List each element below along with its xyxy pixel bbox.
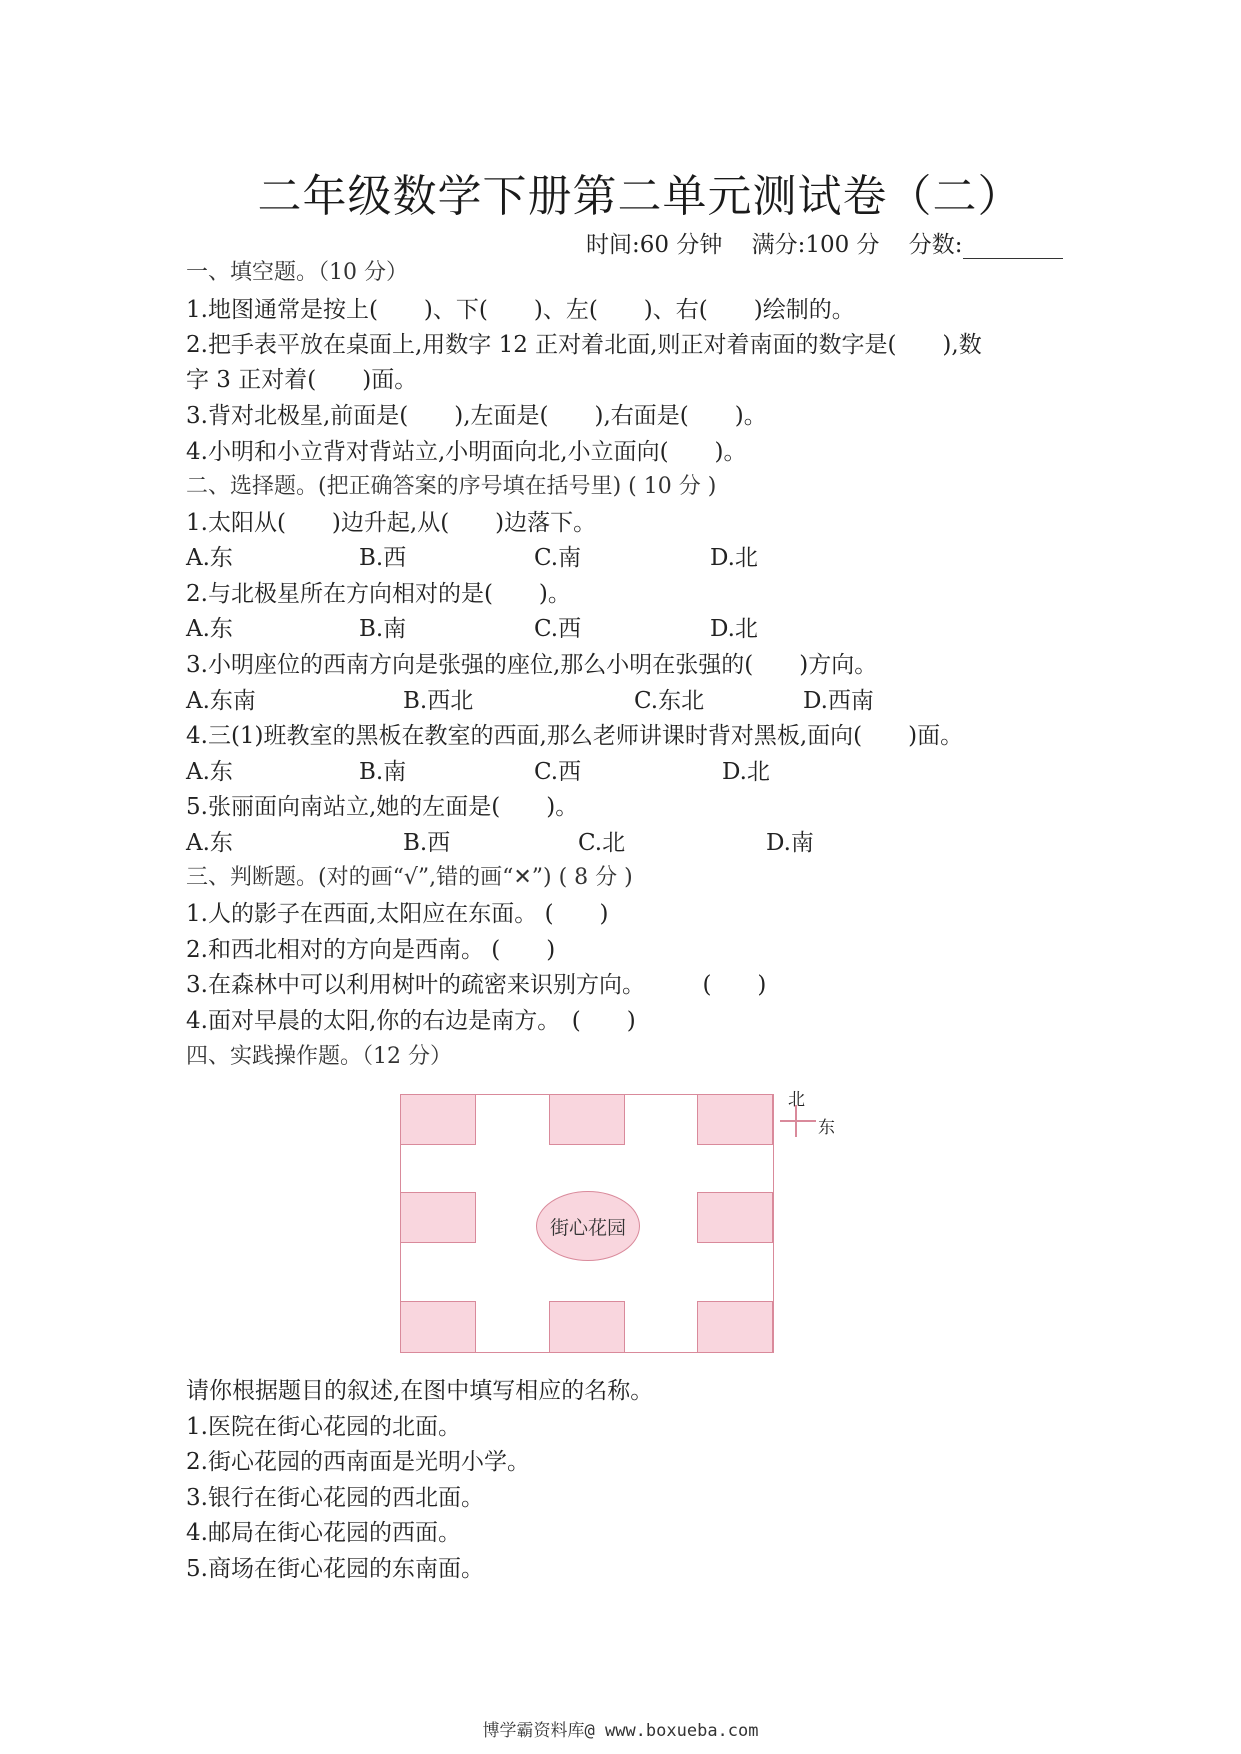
choice-5-option-b: B.西 — [403, 830, 451, 856]
choice-4-option-a: A.东 — [186, 759, 233, 785]
practice-item-5: 5.商场在街心花园的东南面。 — [186, 1556, 484, 1582]
section-4-heading: 四、实践操作题。（12 分） — [186, 1044, 452, 1069]
full-score: 满分:100 分 — [751, 232, 880, 258]
choice-question-3: 3.小明座位的西南方向是张强的座位,那么小明在张强的( )方向。 — [186, 652, 878, 678]
map-block-nw[interactable] — [400, 1094, 476, 1145]
choice-4-option-d: D.北 — [722, 759, 770, 785]
fill-question-4: 4.小明和小立背对背站立,小明面向北,小立面向( )。 — [186, 439, 747, 465]
practice-intro: 请你根据题目的叙述,在图中填写相应的名称。 — [186, 1378, 654, 1404]
practice-item-3: 3.银行在街心花园的西北面。 — [186, 1485, 484, 1511]
choice-1-option-d: D.北 — [710, 545, 758, 571]
choice-2-option-a: A.东 — [186, 616, 233, 642]
choice-question-4: 4.三(1)班教室的黑板在教室的西面,那么老师讲课时背对黑板,面向( )面。 — [186, 723, 964, 749]
practice-item-2: 2.街心花园的西南面是光明小学。 — [186, 1449, 530, 1475]
garden-label: 街心花园 — [549, 1216, 626, 1239]
choice-question-1: 1.太阳从( )边升起,从( )边落下。 — [186, 510, 597, 536]
practice-item-1: 1.医院在街心花园的北面。 — [186, 1414, 461, 1440]
choice-5-option-d: D.南 — [766, 830, 814, 856]
choice-3-option-c: C.东北 — [634, 688, 705, 714]
choice-5-option-c: C.北 — [578, 830, 626, 856]
score-blank[interactable] — [963, 236, 1063, 259]
section-3-heading: 三、判断题。(对的画“√”,错的画“✕”) ( 8 分 ) — [186, 865, 633, 890]
judge-question-2: 2.和西北相对的方向是西南。 ( ) — [186, 937, 556, 963]
map-block-w[interactable] — [400, 1192, 476, 1243]
page-title: 二年级数学下册第二单元测试卷（二） — [257, 171, 1023, 222]
choice-3-option-d: D.西南 — [803, 688, 874, 714]
choice-1-option-c: C.南 — [534, 545, 582, 571]
choice-4-option-c: C.西 — [534, 759, 582, 785]
judge-question-4: 4.面对早晨的太阳,你的右边是南方。 ( ) — [186, 1008, 636, 1034]
choice-1-option-b: B.西 — [359, 545, 407, 571]
exam-meta — [586, 226, 1063, 259]
street-garden — [536, 1191, 640, 1261]
choice-1-option-a: A.东 — [186, 545, 233, 571]
fill-question-2b: 字 3 正对着( )面。 — [186, 367, 418, 393]
map-block-ne[interactable] — [697, 1094, 773, 1145]
practice-item-4: 4.邮局在街心花园的西面。 — [186, 1520, 461, 1546]
map-block-se[interactable] — [697, 1301, 773, 1353]
choice-4-option-b: B.南 — [359, 759, 407, 785]
choice-question-2: 2.与北极星所在方向相对的是( )。 — [186, 581, 571, 607]
choice-question-5: 5.张丽面向南站立,她的左面是( )。 — [186, 794, 579, 820]
score-label: 分数: — [908, 232, 963, 258]
choice-2-option-d: D.北 — [710, 616, 758, 642]
compass — [778, 1085, 848, 1145]
footer-source: 博学霸资料库@ www.boxueba.com — [482, 1721, 759, 1741]
compass-north-label: 北 — [788, 1090, 805, 1110]
choice-5-option-a: A.东 — [186, 830, 233, 856]
time-limit: 时间:60 分钟 — [586, 232, 723, 258]
compass-arrow-icon — [778, 1085, 848, 1145]
map-block-sw[interactable] — [400, 1301, 476, 1353]
choice-2-option-c: C.西 — [534, 616, 582, 642]
compass-east-label: 东 — [818, 1118, 835, 1138]
fill-question-1: 1.地图通常是按上( )、下( )、左( )、右( )绘制的。 — [186, 297, 855, 323]
judge-question-3: 3.在森林中可以利用树叶的疏密来识别方向。 ( ) — [186, 972, 767, 998]
fill-question-2a: 2.把手表平放在桌面上,用数字 12 正对着北面,则正对着南面的数字是( ),数 — [186, 332, 982, 358]
fill-question-3: 3.背对北极星,前面是( ),左面是( ),右面是( )。 — [186, 403, 767, 429]
section-1-heading: 一、填空题。（10 分） — [186, 260, 408, 285]
map-block-s[interactable] — [549, 1301, 625, 1353]
choice-3-option-b: B.西北 — [403, 688, 474, 714]
choice-2-option-b: B.南 — [359, 616, 407, 642]
section-2-heading: 二、选择题。(把正确答案的序号填在括号里) ( 10 分 ) — [186, 474, 717, 499]
street-map — [400, 1094, 774, 1353]
choice-3-option-a: A.东南 — [186, 688, 256, 714]
judge-question-1: 1.人的影子在西面,太阳应在东面。 ( ) — [186, 901, 609, 927]
map-block-e[interactable] — [697, 1192, 773, 1243]
map-block-n[interactable] — [549, 1094, 625, 1145]
